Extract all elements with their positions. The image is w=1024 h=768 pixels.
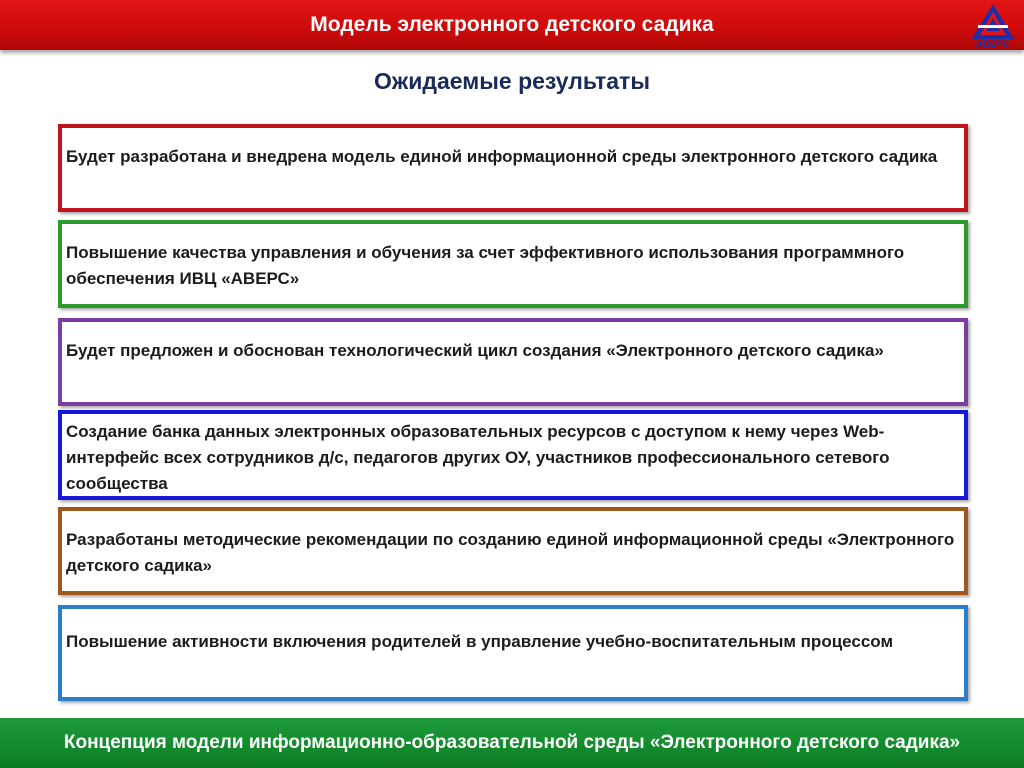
result-text-2: Повышение качества управления и обучения за счет эффективного использования программного обеспечения ИВЦ «АВЕРС» <box>66 243 905 288</box>
footer-text: Концепция модели информационно-образовательной среды «Электронного детского садика» <box>63 732 961 753</box>
avers-logo-icon <box>968 3 1018 43</box>
header-bar <box>0 0 1024 50</box>
footer-bar <box>0 718 1024 768</box>
result-text-1: Будет разработана и внедрена модель единой информационной среды электронного детского садика <box>66 147 938 166</box>
result-card-3 <box>58 318 968 406</box>
result-text-6: Повышение активности включения родителей в управление учебно-воспитательным процессом <box>66 632 894 651</box>
logo-text: АВЕРС <box>975 39 1010 49</box>
result-text-4: Создание банка данных электронных образовательных ресурсов с доступом к нему через Web-интерфейс всех сотрудников д/с, педагогов других ОУ, участников профессионального сетевого сообщества <box>66 422 890 493</box>
result-card-1 <box>58 124 968 212</box>
section-subtitle: Ожидаемые результаты <box>374 68 650 94</box>
result-text-5: Разработаны методические рекомендации по созданию единой информационной среды «Электронного детского садика» <box>66 530 955 575</box>
result-card-5 <box>58 507 968 595</box>
result-card-4 <box>58 410 968 500</box>
result-card-2 <box>58 220 968 308</box>
avers-logo <box>968 3 1018 49</box>
slide-title: Модель электронного детского садика <box>310 13 714 36</box>
result-card-6 <box>58 605 968 701</box>
result-text-3: Будет предложен и обоснован технологический цикл создания «Электронного детского садика» <box>66 341 884 360</box>
